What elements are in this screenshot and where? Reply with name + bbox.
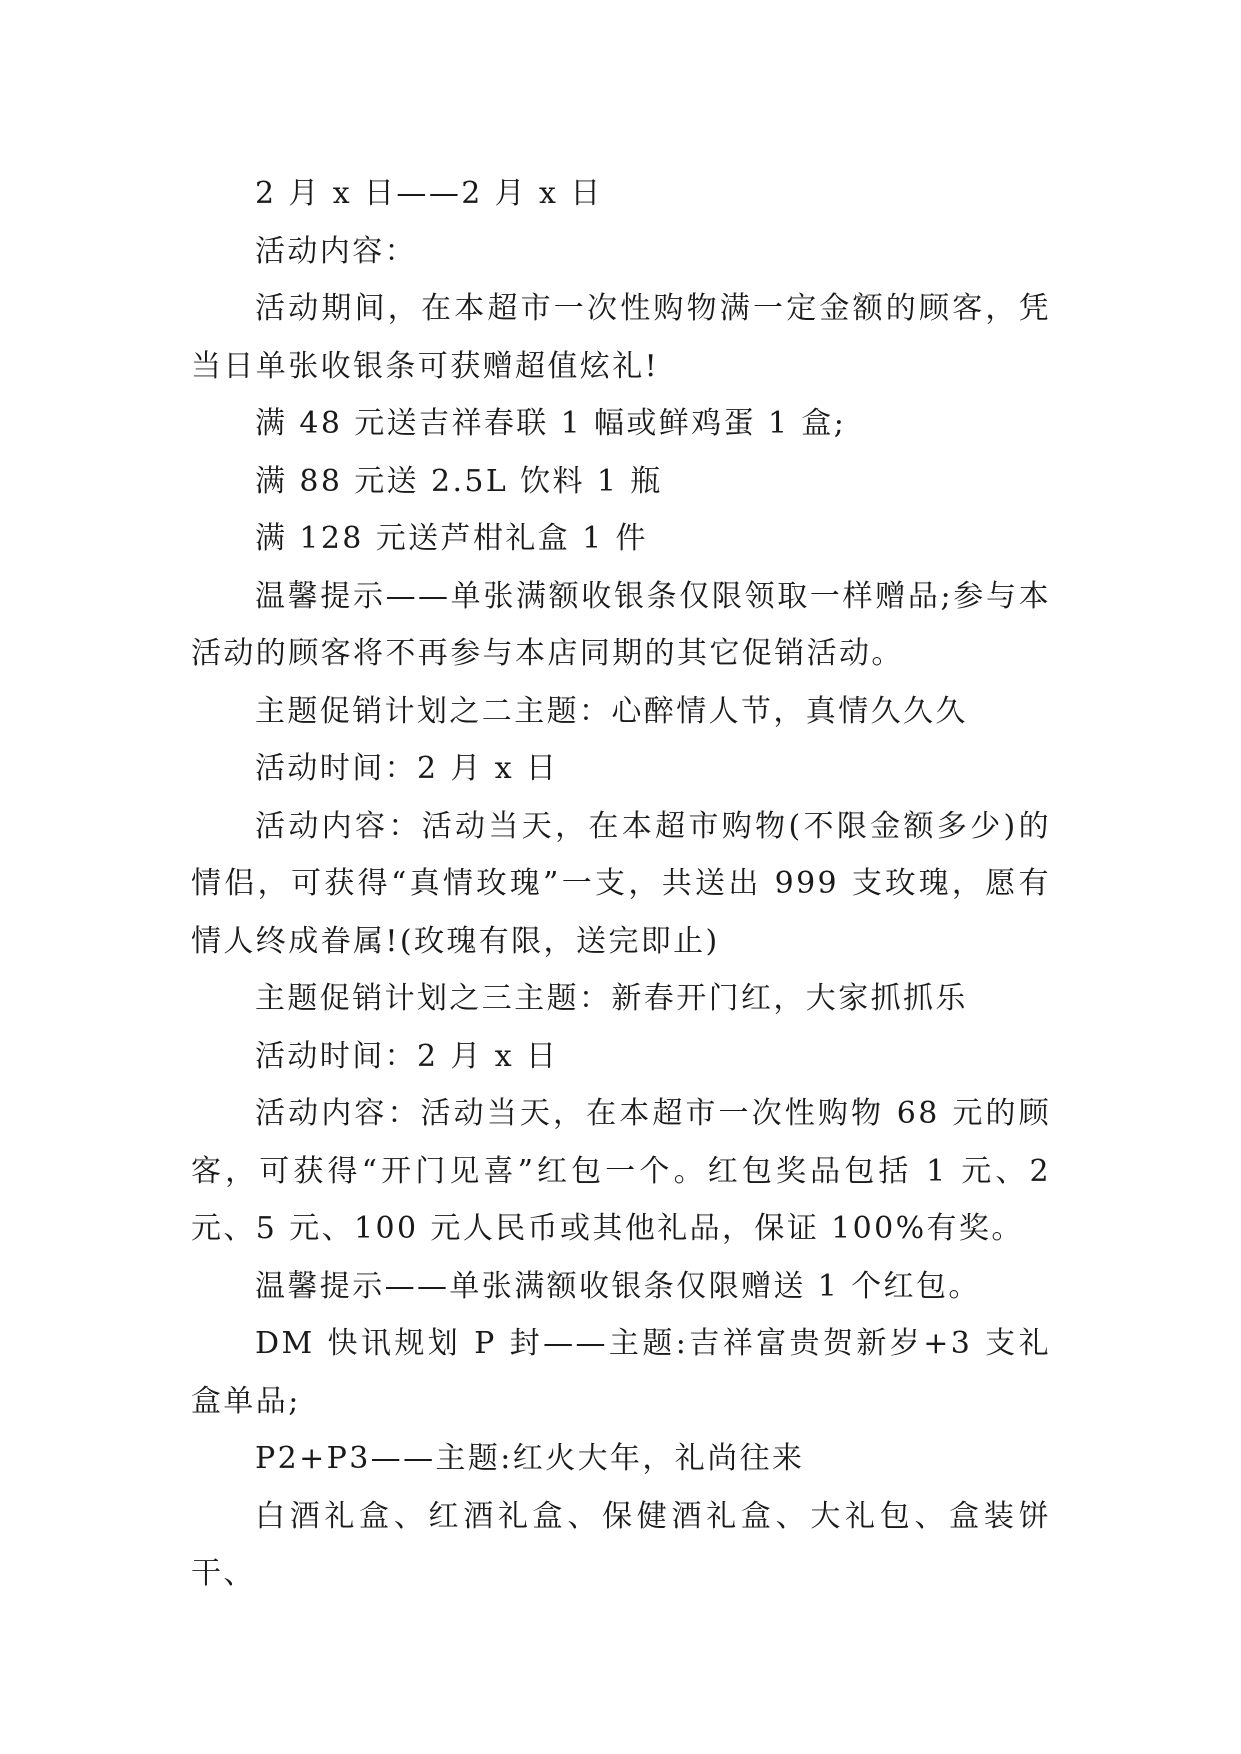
paragraph-date-range: 2 月 x 日——2 月 x 日 <box>255 176 603 211</box>
paragraph-p2-p3-theme: P2+P3——主题:红火大年，礼尚往来 <box>255 1441 805 1476</box>
paragraph-gift-box-list: 白酒礼盒、红酒礼盒、保健酒礼盒、大礼包、盒装饼干、 <box>191 1498 1051 1591</box>
document-body <box>191 165 1051 1603</box>
paragraph-activity-description: 活动期间，在本超市一次性购物满一定金额的顾客，凭当日单张收银条可获赠超值炫礼! <box>191 291 1051 384</box>
paragraph-dm-cover: DM 快讯规划 P 封——主题:吉祥富贵贺新岁+3 支礼盒单品; <box>191 1326 1051 1419</box>
paragraph-activity-content-heading: 活动内容： <box>255 233 417 269</box>
paragraph-tier-48: 满 48 元送吉祥春联 1 幅或鲜鸡蛋 1 盒; <box>255 406 847 441</box>
paragraph-reminder-red-packet: 温馨提示——单张满额收银条仅限赠送 1 个红包。 <box>255 1268 981 1304</box>
paragraph-plan-three-theme: 主题促销计划之三主题：新春开门红，大家抓抓乐 <box>255 981 968 1016</box>
paragraph-reminder-gift: 温馨提示——单张满额收银条仅限领取一样赠品;参与本活动的顾客将不再参与本店同期的其它促销活动。 <box>191 578 1051 671</box>
paragraph-plan-three-time: 活动时间：2 月 x 日 <box>255 1038 559 1074</box>
paragraph-tier-88: 满 88 元送 2.5L 饮料 1 瓶 <box>255 463 663 499</box>
paragraph-plan-two-theme: 主题促销计划之二主题：心醉情人节，真情久久久 <box>255 693 968 729</box>
paragraph-plan-two-content: 活动内容：活动当天，在本超市购物(不限金额多少)的情侣，可获得“真情玫瑰”一支，共送出 999 支玫瑰，愿有情人终成眷属!(玫瑰有限，送完即止) <box>191 808 1051 959</box>
paragraph-tier-128: 满 128 元送芦柑礼盒 1 件 <box>255 521 648 556</box>
paragraph-plan-two-time: 活动时间：2 月 x 日 <box>255 751 559 786</box>
paragraph-plan-three-content: 活动内容：活动当天，在本超市一次性购物 68 元的顾客，可获得“开门见喜”红包一个。红包奖品包括 1 元、2 元、5 元、100 元人民币或其他礼品，保证 100%有奖。 <box>191 1096 1051 1246</box>
